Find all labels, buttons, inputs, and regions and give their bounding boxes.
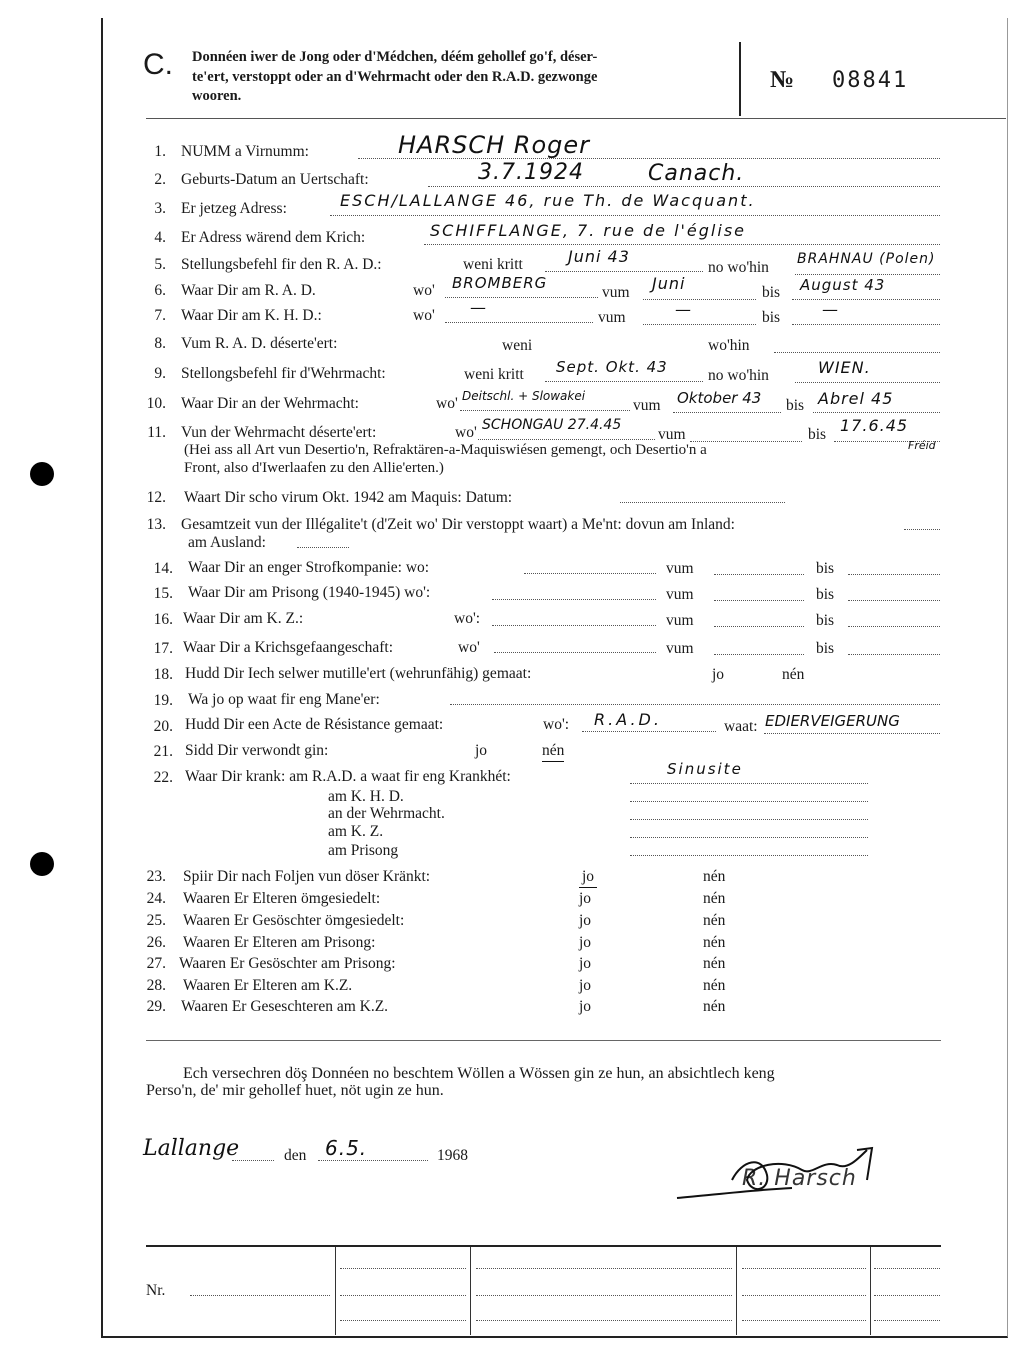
field-19-line <box>450 704 940 705</box>
field-11-number: 11. <box>147 424 166 441</box>
field-11-where-label: wo' <box>455 424 477 441</box>
field-14-number: 14. <box>153 560 173 577</box>
field-14-from-label: vum <box>666 560 694 577</box>
field-9-where[interactable]: WIEN. <box>818 358 871 377</box>
field-14-from-line <box>714 574 804 575</box>
signature-date[interactable]: 6.5. <box>325 1136 368 1160</box>
field-22-sub-2: an der Wehrmacht. <box>328 805 445 822</box>
yesno-yes[interactable]: jo <box>579 912 592 929</box>
field-2-date[interactable]: 3.7.1924 <box>478 160 584 185</box>
field-16-to-line <box>848 626 940 627</box>
field-11-label: Vun der Wehrmacht déserte'ert: <box>181 424 377 441</box>
field-9-where-line <box>795 382 940 383</box>
field-14-where-line <box>524 573 656 574</box>
field-10-to[interactable]: Abrel 45 <box>818 389 894 408</box>
field-2-number: 2. <box>154 171 166 188</box>
field-2-label: Geburts-Datum an Uertschaft: <box>181 171 369 188</box>
field-7-label: Waar Dir am K. H. D.: <box>181 307 322 324</box>
field-22-sub-1-line <box>630 801 868 802</box>
field-22-line <box>630 783 868 784</box>
footer-line <box>742 1295 866 1296</box>
yesno-no[interactable]: nén <box>703 934 726 951</box>
field-10-to-line <box>813 412 940 413</box>
yesno-no[interactable]: nén <box>703 868 726 885</box>
field-18-number: 18. <box>153 666 173 683</box>
field-22-sub-2-line <box>630 819 868 820</box>
field-20-where[interactable]: R.A.D. <box>594 710 662 729</box>
header-title-line-3: wooren. <box>192 88 242 104</box>
footer-col-divider-1 <box>335 1247 336 1335</box>
field-6-to-label: bis <box>762 284 781 301</box>
footer-line <box>874 1320 940 1321</box>
yesno-yes[interactable]: jo <box>579 934 592 951</box>
yesno-row <box>0 978 1023 998</box>
field-10-from-line <box>673 412 781 413</box>
field-17-to-label: bis <box>816 640 835 657</box>
form-number: 08841 <box>832 68 909 93</box>
field-17-from-label: vum <box>666 640 694 657</box>
field-6-to-line <box>792 299 940 300</box>
field-12-number: 12. <box>146 489 166 506</box>
field-10-number: 10. <box>146 395 166 412</box>
field-8-number: 8. <box>154 335 166 352</box>
field-10-label: Waar Dir an der Wehrmacht: <box>181 395 359 412</box>
yesno-label: Waaren Er Geseschteren am K.Z. <box>181 998 389 1015</box>
field-11-note-insert[interactable]: Fréid <box>908 439 936 452</box>
field-6-to[interactable]: August 43 <box>800 276 886 294</box>
number-sign: № <box>770 67 795 93</box>
yesno-yes[interactable]: jo <box>579 890 592 907</box>
yesno-row <box>0 891 1023 911</box>
field-9-when-label: weni kritt <box>464 366 524 383</box>
field-10-where[interactable]: Deitschl. + Slowakei <box>462 389 586 403</box>
field-5-when-line <box>545 271 703 272</box>
field-18-no[interactable]: nén <box>782 666 805 683</box>
footer-top-rule <box>146 1245 941 1247</box>
field-13-inland-line <box>904 529 940 530</box>
footer-line <box>340 1268 466 1269</box>
field-5-when[interactable]: Juni 43 <box>568 247 630 266</box>
yesno-label: Waaren Er Gesöschter am Prisong: <box>179 955 396 972</box>
field-6-from[interactable]: Juni <box>652 274 686 293</box>
field-2-line <box>428 186 940 187</box>
field-20-what[interactable]: EDIERVEIGERUNG <box>765 712 900 730</box>
field-3-label: Er jetzeg Adress: <box>181 200 287 217</box>
field-21-number: 21. <box>153 743 173 760</box>
footer-line <box>742 1268 866 1269</box>
signature-block <box>672 1140 892 1210</box>
field-4-number: 4. <box>154 229 166 246</box>
yesno-no[interactable]: nén <box>703 998 726 1015</box>
field-10-where-line <box>460 410 630 411</box>
field-14-to-line <box>848 574 940 575</box>
field-15-label: Waar Dir am Prisong (1940-1945) wo': <box>188 584 431 601</box>
field-6-from-line <box>643 299 756 300</box>
field-16-number: 16. <box>153 611 173 628</box>
field-1-number: 1. <box>154 143 166 160</box>
field-3-number: 3. <box>154 200 166 217</box>
field-17-where-label: wo' <box>458 639 480 656</box>
field-7-from[interactable]: — <box>675 300 692 319</box>
field-8-where-line <box>774 352 940 353</box>
field-7-where-label: wo' <box>413 307 435 324</box>
declaration-line-1: Ech versechren döş Donnéen no beschtem Wöllen a Wössen gin ze hun, an absichtlech keng <box>183 1065 775 1082</box>
yesno-no[interactable]: nén <box>703 955 726 972</box>
yesno-number: 28. <box>146 977 166 994</box>
field-5-label: Stellungsbefehl fir den R. A. D.: <box>181 256 382 273</box>
yesno-number: 26. <box>146 934 166 951</box>
yesno-yes-selected[interactable]: jo <box>579 869 597 888</box>
field-6-where[interactable]: BROMBERG <box>452 274 548 292</box>
field-16-to-label: bis <box>816 612 835 629</box>
field-5-where-line <box>795 274 940 275</box>
footer-line <box>874 1268 940 1269</box>
date-line <box>318 1160 428 1161</box>
field-22-sub-1: am K. H. D. <box>328 788 404 805</box>
header-rule <box>146 118 1006 119</box>
footer-nr-line <box>190 1295 330 1296</box>
field-7-where[interactable]: — <box>470 298 487 317</box>
field-9-label: Stellongsbefehl fir d'Wehrmacht: <box>181 365 386 382</box>
field-5-where[interactable]: BRAHNAU (Polen) <box>797 251 936 267</box>
binder-hole-top <box>30 462 54 486</box>
field-16-where-line <box>492 625 656 626</box>
footer-line <box>340 1320 466 1321</box>
field-3-line <box>330 215 940 216</box>
footer-col-divider-3 <box>736 1247 737 1335</box>
yesno-label: Spiir Dir nach Foljen vun döser Kränkt: <box>183 868 431 885</box>
yesno-number: 29. <box>146 998 166 1015</box>
field-20-label: Hudd Dir een Acte de Résistance gemaat: <box>185 716 444 733</box>
field-12-label: Waart Dir scho virum Okt. 1942 am Maquis: Datum: <box>184 489 513 506</box>
field-13-label-2: am Ausland: <box>188 534 266 551</box>
yesno-no[interactable]: nén <box>703 977 726 994</box>
field-9-number: 9. <box>154 365 166 382</box>
yesno-number: 23. <box>146 868 166 885</box>
field-8-label: Vum R. A. D. déserte'ert: <box>181 335 338 352</box>
yesno-row <box>0 869 1023 889</box>
field-5-when-label: weni kritt <box>463 256 523 273</box>
field-22-sub-3-line <box>630 837 868 838</box>
yesno-row <box>0 913 1023 933</box>
yesno-row <box>0 999 1023 1019</box>
field-19-number: 19. <box>153 692 173 709</box>
field-5-number: 5. <box>154 256 166 273</box>
field-10-from-label: vum <box>633 397 661 414</box>
date-den-label: den <box>284 1147 307 1164</box>
header-title-line-2: te'ert, verstoppt oder an d'Wehrmacht oder den R.A.D. gezwonge <box>192 69 598 85</box>
field-3-value[interactable]: ESCH/LALLANGE 46, rue Th. de Wacquant. <box>340 191 756 210</box>
field-10-to-label: bis <box>786 397 805 414</box>
field-13-ausland-line <box>297 547 349 548</box>
field-20-what-line <box>764 733 940 734</box>
field-13-label: Gesamtzeit vun der Illégalite't (d'Zeit wo' Dir verstoppt waart) a Me'nt: dovun am Inland: <box>181 516 735 533</box>
field-9-when-line <box>545 381 703 382</box>
field-15-from-line <box>714 600 804 601</box>
field-17-to-line <box>848 654 940 655</box>
field-4-label: Er Adress wärend dem Krich: <box>181 229 366 246</box>
field-17-label: Waar Dir a Krichsgefaangeschaft: <box>183 639 394 656</box>
field-20-what-label: waat: <box>724 718 758 735</box>
field-17-where-line <box>494 652 656 653</box>
footer-col-divider-2 <box>470 1247 471 1335</box>
field-11-where[interactable]: SCHONGAU 27.4.45 <box>482 417 622 433</box>
yesno-yes[interactable]: jo <box>579 998 592 1015</box>
field-11-to-label: bis <box>808 426 827 443</box>
field-9-where-label: no wo'hin <box>708 367 769 384</box>
field-10-where-label: wo' <box>436 395 458 412</box>
signature-year: 1968 <box>437 1147 468 1164</box>
yesno-label: Waaren Er Gesöschter ömgesiedelt: <box>183 912 405 929</box>
field-11-where-line <box>478 439 655 440</box>
field-6-number: 6. <box>154 282 166 299</box>
footer-nr-label: Nr. <box>146 1282 166 1299</box>
footer-line <box>742 1320 866 1321</box>
field-18-label: Hudd Dir Iech selwer mutille'ert (wehrunfähig) gemaat: <box>185 665 532 682</box>
field-7-number: 7. <box>154 307 166 324</box>
field-20-number: 20. <box>153 718 173 735</box>
footer-line <box>476 1320 732 1321</box>
field-6-where-line <box>445 297 598 298</box>
yesno-no[interactable]: nén <box>703 890 726 907</box>
field-6-from-label: vum <box>602 284 630 301</box>
field-22-number: 22. <box>153 769 173 786</box>
footer-line <box>476 1268 732 1269</box>
field-12-line <box>620 502 785 503</box>
field-22-sub-4-line <box>630 855 868 856</box>
yesno-label: Waaren Er Elteren ömgesiedelt: <box>183 890 381 907</box>
field-21-no-selected[interactable]: nén <box>542 743 564 762</box>
yesno-number: 24. <box>146 890 166 907</box>
field-11-from-label: vum <box>658 426 686 443</box>
field-21-yes[interactable]: jo <box>475 742 488 759</box>
field-22-sub-4: am Prisong <box>328 842 399 859</box>
field-15-number: 15. <box>153 585 173 602</box>
header-title-line-1: Donnéen iwer de Jong oder d'Médchen, déém gehollef go'f, déser- <box>192 49 598 65</box>
field-7-from-line <box>643 324 756 325</box>
field-20-where-label: wo': <box>543 716 570 733</box>
field-22-label: Waar Dir krank: am R.A.D. a waat fir eng Krankhét: <box>185 768 511 785</box>
field-4-line <box>424 244 940 245</box>
field-6-where-label: wo' <box>413 282 435 299</box>
yesno-label: Waaren Er Elteren am Prisong: <box>183 934 376 951</box>
field-15-to-line <box>848 600 940 601</box>
field-15-from-label: vum <box>666 586 694 603</box>
yesno-row <box>0 935 1023 955</box>
footer-line <box>476 1295 732 1296</box>
field-7-to-line <box>792 324 940 325</box>
declaration-line-2: Perso'n, de' mir gehollef huet, nöt ugin ze hun. <box>146 1082 444 1099</box>
field-16-from-label: vum <box>666 612 694 629</box>
field-7-from-label: vum <box>598 309 626 326</box>
field-21-label: Sidd Dir verwondt gin: <box>185 742 329 759</box>
yesno-number: 25. <box>146 912 166 929</box>
field-7-to-label: bis <box>762 309 781 326</box>
field-11-to[interactable]: 17.6.45 <box>840 416 909 435</box>
field-20-where-line <box>582 731 716 732</box>
yesno-no[interactable]: nén <box>703 912 726 929</box>
field-22-sub-3: am K. Z. <box>328 823 384 840</box>
yesno-number: 27. <box>146 955 166 972</box>
field-15-where-line <box>492 599 656 600</box>
field-9-when[interactable]: Sept. Okt. 43 <box>556 358 668 376</box>
field-15-to-label: bis <box>816 586 835 603</box>
field-10-from[interactable]: Oktober 43 <box>677 389 762 407</box>
footer-line <box>340 1295 466 1296</box>
field-11-note-line-1: (Hei ass all Art vun Desertio'n, Refraktären-a-Maquiswiésen gemengt, och Desertio'n a <box>184 442 707 458</box>
field-22-value[interactable]: Sinusite <box>667 760 743 778</box>
field-17-from-line <box>714 654 804 655</box>
footer-col-divider-4 <box>870 1247 871 1335</box>
field-4-value[interactable]: SCHIFFLANGE, 7. rue de l'église <box>430 221 746 240</box>
field-16-from-line <box>714 626 804 627</box>
field-19-label: Wa jo op waat fir eng Mane'er: <box>188 691 380 708</box>
field-5-where-label: no wo'hin <box>708 259 769 276</box>
field-2-place[interactable]: Canach. <box>648 161 745 186</box>
field-7-to[interactable]: — <box>822 300 839 319</box>
yesno-yes[interactable]: jo <box>579 977 592 994</box>
field-7-where-line <box>445 322 593 323</box>
field-1-label: NUMM a Virnumm: <box>181 143 309 160</box>
field-13-number: 13. <box>146 516 166 533</box>
footer-line <box>874 1295 940 1296</box>
yesno-label: Waaren Er Elteren am K.Z. <box>183 977 353 994</box>
field-6-label: Waar Dir am R. A. D. <box>181 282 316 299</box>
field-17-number: 17. <box>153 640 173 657</box>
field-8-where-label: wo'hin <box>708 337 750 354</box>
field-14-to-label: bis <box>816 560 835 577</box>
header-divider <box>739 42 741 116</box>
yesno-yes[interactable]: jo <box>579 955 592 972</box>
field-11-note-line-2: Front, also d'Iwerlaafen zu den Allie'erten.) <box>184 460 444 476</box>
section-letter: C. <box>143 48 173 81</box>
field-18-yes[interactable]: jo <box>712 666 725 683</box>
section-divider <box>146 1040 941 1041</box>
field-16-where-label: wo': <box>454 610 481 627</box>
field-1-value[interactable]: HARSCH Roger <box>398 131 591 159</box>
field-16-label: Waar Dir am K. Z.: <box>183 610 304 627</box>
yesno-row <box>0 956 1023 976</box>
signature-place[interactable]: Lallange <box>143 1136 240 1161</box>
field-8-when-label: weni <box>502 337 533 354</box>
signature-text[interactable]: R. Harsch <box>742 1166 857 1191</box>
field-14-label: Waar Dir an enger Strofkompanie: wo: <box>188 559 430 576</box>
place-line <box>232 1160 274 1161</box>
